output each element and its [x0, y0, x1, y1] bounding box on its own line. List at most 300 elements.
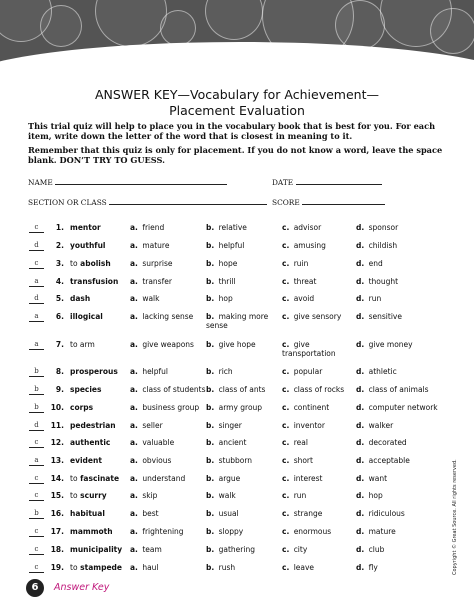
option-letter: b. — [206, 312, 215, 321]
item-number: 3. — [55, 259, 64, 268]
option-b — [206, 403, 262, 412]
option-text: helpful — [142, 367, 169, 376]
option-letter: a. — [130, 563, 138, 572]
name-label: NAME — [28, 178, 53, 187]
option-d — [356, 403, 438, 412]
item-number: 11. — [50, 421, 64, 430]
quiz-item-row — [0, 340, 474, 358]
vocabulary-word — [70, 241, 105, 250]
quiz-item-row — [0, 456, 474, 470]
option-text: frightening — [142, 527, 184, 536]
item-number: 17. — [50, 527, 64, 536]
option-b — [206, 474, 240, 483]
option-text: athletic — [368, 367, 397, 376]
vocabulary-word — [70, 223, 101, 232]
option-c — [282, 438, 308, 447]
option-letter: b. — [206, 223, 215, 232]
option-d — [356, 509, 405, 518]
vocabulary-word — [70, 294, 90, 303]
option-letter: a. — [130, 294, 138, 303]
header-curve — [0, 42, 474, 70]
option-text: stubborn — [218, 456, 253, 465]
option-text: give sensory — [293, 312, 342, 321]
option-text: club — [368, 545, 385, 554]
option-text: hope — [218, 259, 238, 268]
option-b — [206, 294, 233, 303]
option-letter: b. — [206, 438, 215, 447]
word-text: corps — [70, 403, 94, 412]
vocabulary-word — [70, 456, 102, 465]
page-title-line2: Placement Evaluation — [169, 103, 305, 118]
option-d — [356, 367, 397, 376]
option-b — [206, 527, 243, 536]
word-text: municipality — [70, 545, 123, 554]
section-input-line[interactable] — [109, 196, 267, 205]
item-number: 18. — [50, 545, 64, 554]
answer-blank[interactable]: a — [29, 456, 44, 466]
option-d — [356, 241, 397, 250]
option-letter: b. — [206, 491, 215, 500]
option-letter: b. — [206, 385, 215, 394]
option-letter: c. — [282, 563, 290, 572]
option-text: army group — [218, 403, 263, 412]
option-text: strange — [293, 509, 323, 518]
option-letter: b. — [206, 241, 215, 250]
option-letter: a. — [130, 241, 138, 250]
option-d — [356, 223, 398, 232]
quiz-item-row — [0, 259, 474, 273]
word-text: fascinate — [80, 474, 120, 483]
option-text: ridiculous — [368, 509, 405, 518]
option-letter: d. — [356, 491, 365, 500]
word-text: evident — [70, 456, 102, 465]
option-text: obvious — [142, 456, 172, 465]
answer-blank[interactable]: b — [29, 403, 44, 413]
option-b — [206, 223, 247, 232]
option-text: interest — [293, 474, 323, 483]
item-number: 4. — [55, 277, 64, 286]
option-letter: d. — [356, 545, 365, 554]
vocabulary-word — [70, 403, 93, 412]
option-letter: a. — [130, 367, 138, 376]
option-text: sponsor — [368, 223, 399, 232]
instructions-paragraph-1: This trial quiz will help to place you in the vocabulary book that is best for you. For each item, write down the letter of the word that is closest in meaning to it. — [28, 121, 436, 141]
option-letter: c. — [282, 367, 290, 376]
option-text: ancient — [218, 438, 247, 447]
answer-blank[interactable]: c — [29, 491, 44, 501]
option-d — [356, 340, 413, 349]
quiz-item-row — [0, 241, 474, 255]
option-c — [282, 277, 316, 286]
option-letter: c. — [282, 456, 290, 465]
option-b — [206, 491, 236, 500]
option-letter: c. — [282, 403, 290, 412]
option-a — [130, 312, 193, 321]
header-decorative-band — [0, 0, 474, 70]
option-letter: a. — [130, 509, 138, 518]
quiz-item-row — [0, 294, 474, 308]
option-b — [206, 340, 256, 349]
option-letter: c. — [282, 241, 290, 250]
quiz-item-row — [0, 563, 474, 577]
bubble-decoration — [205, 0, 263, 40]
instructions-paragraph-2: Remember that this quiz is only for placement. If you do not know a word, leave the space blank. DON’T TRY TO GUESS. — [28, 145, 443, 165]
item-number: 8. — [55, 367, 64, 376]
date-input-line[interactable] — [296, 176, 382, 185]
item-number: 5. — [55, 294, 64, 303]
option-text: give weapons — [142, 340, 194, 349]
answer-blank[interactable]: a — [29, 277, 44, 287]
word-text: abolish — [80, 259, 111, 268]
option-c — [282, 563, 314, 572]
name-field-row — [28, 176, 227, 187]
option-text: sloppy — [218, 527, 244, 536]
word-prefix: to — [70, 491, 78, 500]
answer-blank[interactable]: c — [29, 474, 44, 484]
option-letter: d. — [356, 509, 365, 518]
option-a — [130, 241, 169, 250]
word-prefix: to — [70, 563, 78, 572]
option-letter: a. — [130, 403, 138, 412]
option-d — [356, 312, 402, 321]
answer-blank[interactable]: c — [29, 563, 44, 573]
score-label: SCORE — [272, 198, 300, 207]
quiz-item-row — [0, 509, 474, 523]
option-letter: c. — [282, 491, 290, 500]
answer-blank[interactable]: a — [29, 312, 44, 322]
option-letter: b. — [206, 340, 215, 349]
option-letter: c. — [282, 277, 290, 286]
option-text: understand — [142, 474, 186, 483]
option-text: walk — [218, 491, 236, 500]
option-text: popular — [293, 367, 323, 376]
option-letter: c. — [282, 294, 290, 303]
option-letter: c. — [282, 421, 290, 430]
option-letter: a. — [130, 545, 138, 554]
word-text: transfusion — [70, 277, 119, 286]
option-text: argue — [218, 474, 241, 483]
option-letter: a. — [130, 259, 138, 268]
option-text: class of ants — [218, 385, 266, 394]
option-letter: d. — [356, 259, 365, 268]
option-letter: b. — [206, 509, 215, 518]
option-text: walk — [142, 294, 160, 303]
option-letter: d. — [356, 340, 365, 349]
option-letter: b. — [206, 456, 215, 465]
vocabulary-word — [70, 259, 111, 268]
option-text: give hope — [218, 340, 256, 349]
option-letter: c. — [282, 474, 290, 483]
page-number-badge: 6 — [26, 579, 44, 597]
word-text: habitual — [70, 509, 105, 518]
option-letter: d. — [356, 403, 365, 412]
word-text: authentic — [70, 438, 111, 447]
option-letter: a. — [130, 527, 138, 536]
vocabulary-word — [70, 340, 95, 349]
answer-blank[interactable]: c — [29, 527, 44, 537]
option-text: mature — [368, 527, 396, 536]
quiz-item-row — [0, 403, 474, 417]
option-b — [206, 456, 252, 465]
answer-blank[interactable]: c — [29, 545, 44, 555]
option-letter: c. — [282, 527, 290, 536]
quiz-item-row — [0, 223, 474, 237]
option-letter: a. — [130, 456, 138, 465]
page-title-line1: ANSWER KEY—Vocabulary for Achievement— — [95, 87, 379, 102]
quiz-item-row — [0, 421, 474, 435]
option-letter: b. — [206, 527, 215, 536]
option-letter: a. — [130, 421, 138, 430]
bubble-decoration — [335, 0, 385, 50]
quiz-item-row — [0, 385, 474, 399]
quiz-item-row — [0, 367, 474, 381]
option-letter: a. — [130, 277, 138, 286]
answer-blank[interactable]: d — [29, 421, 44, 431]
option-text: continent — [293, 403, 330, 412]
option-text: valuable — [142, 438, 175, 447]
option-d — [356, 474, 387, 483]
item-number: 19. — [50, 563, 64, 572]
option-text: childish — [368, 241, 398, 250]
option-text: threat — [293, 277, 317, 286]
option-text: class of students — [142, 385, 206, 394]
option-letter: c. — [282, 438, 290, 447]
option-a — [130, 340, 194, 349]
option-text: end — [368, 259, 383, 268]
option-d — [356, 421, 393, 430]
word-text: mammoth — [70, 527, 113, 536]
option-text: usual — [218, 509, 239, 518]
bubble-decoration — [160, 10, 196, 46]
option-c — [282, 241, 326, 250]
item-number: 9. — [55, 385, 64, 394]
option-letter: a. — [130, 474, 138, 483]
quiz-item-row — [0, 491, 474, 505]
option-letter: c. — [282, 509, 290, 518]
option-text: best — [142, 509, 159, 518]
answer-blank[interactable]: b — [29, 367, 44, 377]
option-c — [282, 491, 306, 500]
quiz-item-row — [0, 527, 474, 541]
option-text: ruin — [293, 259, 309, 268]
answer-blank[interactable]: c — [29, 223, 44, 233]
option-a — [130, 491, 157, 500]
option-c — [282, 259, 308, 268]
bubble-decoration — [95, 0, 167, 47]
option-d — [356, 294, 381, 303]
option-b — [206, 241, 244, 250]
option-text: mature — [142, 241, 170, 250]
option-c — [282, 223, 321, 232]
item-number: 1. — [55, 223, 64, 232]
option-letter: b. — [206, 421, 215, 430]
word-prefix: to — [70, 474, 78, 483]
option-a — [130, 294, 159, 303]
vocabulary-word — [70, 312, 103, 321]
bubble-decoration — [430, 8, 474, 54]
option-d — [356, 385, 429, 394]
option-text: lacking sense — [142, 312, 194, 321]
option-letter: b. — [206, 294, 215, 303]
option-text: sensitive — [368, 312, 402, 321]
option-text: team — [142, 545, 162, 554]
option-text: skip — [142, 491, 158, 500]
option-c — [282, 312, 341, 321]
option-d — [356, 438, 407, 447]
word-prefix: to — [70, 259, 78, 268]
option-b — [206, 385, 265, 394]
option-text: run — [293, 491, 307, 500]
word-text: illogical — [70, 312, 103, 321]
word-text: scurry — [80, 491, 107, 500]
option-c — [282, 527, 331, 536]
option-text: class of animals — [368, 385, 429, 394]
option-a — [130, 456, 171, 465]
option-letter: d. — [356, 563, 365, 572]
option-letter: c. — [282, 340, 290, 349]
option-letter: d. — [356, 367, 365, 376]
option-b — [206, 545, 255, 554]
answer-blank[interactable]: b — [29, 509, 44, 519]
option-letter: a. — [130, 340, 138, 349]
option-d — [356, 527, 396, 536]
option-a — [130, 259, 173, 268]
vocabulary-word — [70, 474, 119, 483]
option-text: decorated — [368, 438, 407, 447]
option-letter: a. — [130, 385, 138, 394]
option-text: hop — [368, 491, 383, 500]
item-number: 16. — [50, 509, 64, 518]
option-c — [282, 403, 329, 412]
option-a — [130, 277, 172, 286]
quiz-item-row — [0, 474, 474, 488]
option-letter: d. — [356, 438, 365, 447]
answer-blank[interactable]: d — [29, 241, 44, 251]
option-c — [282, 421, 325, 430]
copyright-notice: Copyright © Great Source. All rights reserved. — [452, 459, 458, 575]
option-letter: b. — [206, 367, 215, 376]
answer-blank[interactable]: a — [29, 340, 44, 350]
word-text: stampede — [80, 563, 122, 572]
option-text: leave — [293, 563, 315, 572]
option-letter: d. — [356, 474, 365, 483]
answer-blank[interactable]: b — [29, 385, 44, 395]
score-input-line[interactable] — [302, 196, 385, 205]
option-b — [206, 563, 235, 572]
option-text: advisor — [293, 223, 322, 232]
option-text: rush — [218, 563, 236, 572]
option-text: amusing — [293, 241, 326, 250]
option-text: acceptable — [368, 456, 410, 465]
vocabulary-word — [70, 527, 113, 536]
answer-blank[interactable]: c — [29, 259, 44, 269]
option-b — [206, 367, 233, 376]
vocabulary-word — [70, 563, 122, 572]
option-d — [356, 277, 398, 286]
option-letter: d. — [356, 294, 365, 303]
option-text: enormous — [293, 527, 332, 536]
option-text: walker — [368, 421, 394, 430]
option-b — [206, 259, 237, 268]
option-c — [282, 367, 322, 376]
option-text: making more sense — [206, 312, 269, 330]
option-a — [130, 367, 168, 376]
vocabulary-word — [70, 545, 122, 554]
option-text: seller — [142, 421, 163, 430]
option-letter: b. — [206, 403, 215, 412]
option-letter: d. — [356, 421, 365, 430]
option-letter: c. — [282, 545, 290, 554]
option-letter: a. — [130, 312, 138, 321]
option-b — [206, 421, 242, 430]
option-b — [206, 277, 236, 286]
quiz-item-row — [0, 312, 474, 330]
option-c — [282, 340, 350, 358]
option-letter: a. — [130, 223, 138, 232]
option-letter: c. — [282, 312, 290, 321]
option-a — [130, 563, 159, 572]
option-letter: d. — [356, 527, 365, 536]
option-text: surprise — [142, 259, 173, 268]
option-text: class of rocks — [293, 385, 345, 394]
option-letter: d. — [356, 312, 365, 321]
option-text: computer network — [368, 403, 438, 412]
item-number: 7. — [55, 340, 64, 349]
section-label: SECTION OR CLASS — [28, 198, 107, 207]
option-text: transfer — [142, 277, 172, 286]
option-text: gathering — [218, 545, 255, 554]
option-letter: a. — [130, 438, 138, 447]
option-letter: c. — [282, 385, 290, 394]
name-input-line[interactable] — [55, 176, 227, 185]
date-label: DATE — [272, 178, 294, 187]
option-text: want — [368, 474, 388, 483]
option-letter: d. — [356, 241, 365, 250]
option-text: real — [293, 438, 308, 447]
option-text: helpful — [218, 241, 245, 250]
option-text: short — [293, 456, 313, 465]
answer-blank[interactable]: c — [29, 438, 44, 448]
option-text: give money — [368, 340, 413, 349]
option-text: thrill — [218, 277, 236, 286]
vocabulary-word — [70, 438, 110, 447]
option-a — [130, 527, 184, 536]
item-number: 10. — [50, 403, 64, 412]
answer-blank[interactable]: d — [29, 294, 44, 304]
vocabulary-word — [70, 367, 118, 376]
option-d — [356, 563, 378, 572]
word-prefix: to — [70, 340, 78, 349]
option-b — [206, 438, 246, 447]
option-c — [282, 474, 322, 483]
option-c — [282, 456, 313, 465]
footer-label: Answer Key — [54, 582, 110, 593]
option-text: avoid — [293, 294, 315, 303]
option-text: relative — [218, 223, 247, 232]
word-text: prosperous — [70, 367, 118, 376]
option-text: business group — [142, 403, 200, 412]
option-d — [356, 491, 383, 500]
item-number: 6. — [55, 312, 64, 321]
vocabulary-word — [70, 491, 107, 500]
option-d — [356, 259, 383, 268]
option-a — [130, 474, 185, 483]
option-a — [130, 509, 159, 518]
option-a — [130, 385, 206, 394]
date-field-row — [272, 176, 382, 187]
option-text: city — [293, 545, 308, 554]
option-text: thought — [368, 277, 399, 286]
